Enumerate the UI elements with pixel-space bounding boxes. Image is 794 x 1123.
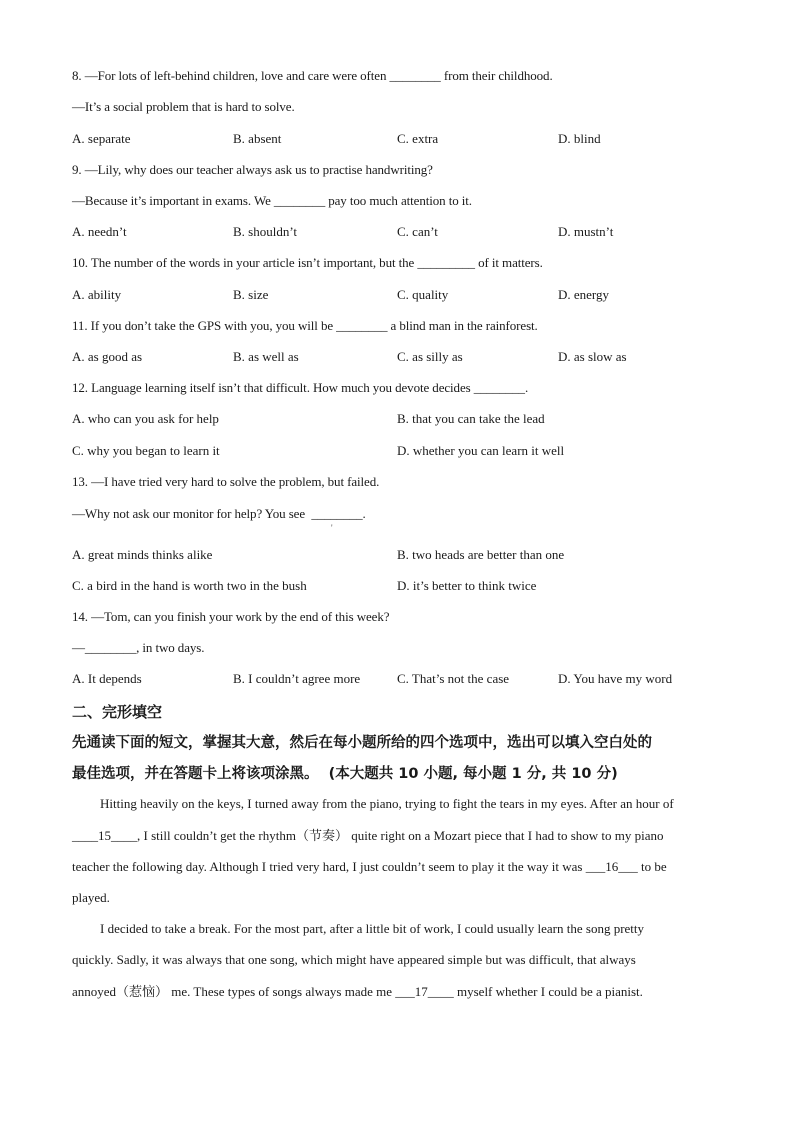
q11-option-a: A. as good as: [72, 349, 143, 364]
q11-option-d: D. as slow as: [558, 349, 627, 364]
q10-option-a: A. ability: [72, 287, 122, 302]
passage-line: ____15____, I still couldn’t get the rhythm（节奏） quite right on a Mozart piece that I had to show to my piano: [72, 828, 664, 843]
q14-reply: —________, in two days.: [72, 640, 205, 655]
q13-stem: 13. —I have tried very hard to solve the problem, but failed.: [72, 474, 380, 489]
q14-option-b: B. I couldn’t agree more: [233, 671, 361, 686]
q14-option-a: A. It depends: [72, 671, 142, 686]
q13-option-c: C. a bird in the hand is worth two in the bush: [72, 578, 307, 593]
q9-option-b: B. shouldn’t: [233, 224, 298, 239]
q14-stem: 14. —Tom, can you finish your work by the end of this week?: [72, 609, 390, 624]
q11-stem: 11. If you don’t take the GPS with you, you will be ________ a blind man in the rainforest.: [72, 318, 538, 333]
q9-option-d: D. mustn’t: [558, 224, 614, 239]
q10-option-c: C. quality: [397, 287, 449, 302]
q14-option-d: D. You have my word: [558, 671, 673, 686]
q11-option-c: C. as silly as: [397, 349, 463, 364]
q11-option-b: B. as well as: [233, 349, 299, 364]
q12-option-c: C. why you began to learn it: [72, 443, 220, 458]
passage-line: quickly. Sadly, it was always that one song, which might have appeared simple but was difficult, that always: [72, 952, 636, 967]
q9-stem: 9. —Lily, why does our teacher always ask us to practise handwriting?: [72, 162, 433, 177]
q12-stem: 12. Language learning itself isn’t that difficult. How much you devote decides ________.: [72, 380, 529, 395]
q8-option-a: A. separate: [72, 131, 131, 146]
section-title: 二、完形填空: [72, 703, 163, 721]
q12-option-d: D. whether you can learn it well: [397, 443, 565, 458]
section-instruction-line1: 先通读下面的短文，掌握其大意，然后在每小题所给的四个选项中，选出可以填入空白处的: [72, 735, 652, 751]
q13-option-b: B. two heads are better than one: [397, 547, 565, 562]
q8-option-d: D. blind: [558, 131, 601, 146]
q14-option-c: C. That’s not the case: [397, 671, 510, 686]
q9-option-a: A. needn’t: [72, 224, 127, 239]
q8-option-b: B. absent: [233, 131, 282, 146]
blank-15: ____15____: [72, 828, 137, 843]
q13-option-a: A. great minds thinks alike: [72, 547, 213, 562]
stray-mark: ': [331, 523, 333, 533]
blank-17: ___17____: [395, 984, 454, 999]
q8-reply: —It’s a social problem that is hard to solve.: [72, 99, 295, 114]
q8-stem: 8. —For lots of left-behind children, love and care were often ________ from their childhood.: [72, 68, 553, 83]
q12-option-a: A. who can you ask for help: [72, 411, 219, 426]
q12-option-b: B. that you can take the lead: [397, 411, 545, 426]
blank-16: ___16___: [585, 859, 638, 874]
passage-line: I decided to take a break. For the most part, after a little bit of work, I could usually learn the song pretty: [100, 921, 645, 936]
passage-line: teacher the following day. Although I tried very hard, I just couldn’t seem to play it the way it was ___16___ to be: [72, 859, 667, 874]
q8-option-c: C. extra: [397, 131, 439, 146]
passage-line: Hitting heavily on the keys, I turned away from the piano, trying to fight the tears in my eyes. After an hour of: [100, 796, 674, 811]
q13-reply: —Why not ask our monitor for help? You see ________.: [72, 506, 366, 521]
q10-option-d: D. energy: [558, 287, 610, 302]
q10-option-b: B. size: [233, 287, 269, 302]
q9-reply: —Because it’s important in exams. We ________ pay too much attention to it.: [72, 193, 472, 208]
passage-line: played.: [72, 890, 110, 905]
q10-stem: 10. The number of the words in your article isn’t important, but the _________ of it matters.: [72, 255, 543, 270]
q9-option-c: C. can’t: [397, 224, 438, 239]
section-instruction-line2: 最佳选项，并在答题卡上将该项涂黑。 (本大题共 10 小题, 每小题 1 分, 共 10 分): [72, 766, 618, 782]
passage-line: annoyed（惹恼） me. These types of songs always made me ___17____ myself whether I could be a pianist.: [72, 984, 643, 999]
q13-option-d: D. it’s better to think twice: [397, 578, 537, 593]
